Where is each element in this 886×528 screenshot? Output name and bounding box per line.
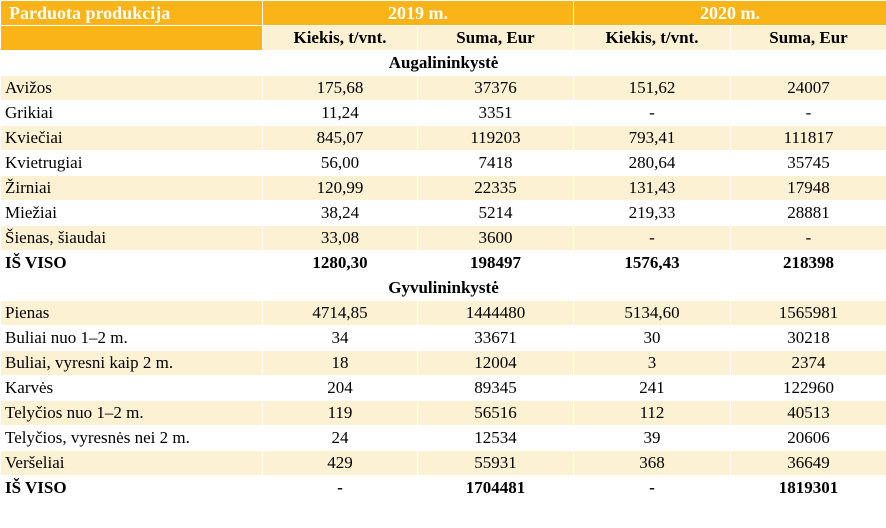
amount-2020-cell: 40513 — [731, 401, 886, 426]
amount-2019-cell: 5214 — [418, 201, 574, 226]
product-name: Grikiai — [1, 101, 263, 126]
amount-2020-cell: 111817 — [731, 126, 886, 151]
table-row — [1, 401, 886, 426]
amount-2019-cell: 7418 — [418, 151, 574, 176]
quantity-2020-cell: 30 — [574, 326, 731, 351]
amount-2019-cell: 119203 — [418, 126, 574, 151]
quantity-2020-cell: 151,62 — [574, 76, 731, 101]
product-name: Telyčios nuo 1–2 m. — [1, 401, 263, 426]
quantity-2020-cell: 280,64 — [574, 151, 731, 176]
table-row — [1, 101, 886, 126]
amount-2019-cell: 33671 — [418, 326, 574, 351]
table-row — [1, 301, 886, 326]
table-row — [1, 451, 886, 476]
amount-2020-cell: 30218 — [731, 326, 886, 351]
amount-2019-cell: 3600 — [418, 226, 574, 251]
amount-2019-cell: 89345 — [418, 376, 574, 401]
quantity-2020-cell: 5134,60 — [574, 301, 731, 326]
quantity-2019-cell: 18 — [263, 351, 418, 376]
quantity-2019-cell: 34 — [263, 326, 418, 351]
quantity-2020-cell: 112 — [574, 401, 731, 426]
amount-2020-cell: 36649 — [731, 451, 886, 476]
quantity-2019-cell: - — [263, 476, 418, 501]
product-column-header: Parduota produkcija — [1, 1, 263, 26]
quantity-2019-cell: 175,68 — [263, 76, 418, 101]
amount-2020-cell: 17948 — [731, 176, 886, 201]
header-blank-cell — [1, 26, 263, 51]
table-row — [1, 176, 886, 201]
amount-2020-header: Suma, Eur — [731, 26, 886, 51]
product-name: Karvės — [1, 376, 263, 401]
table-body — [1, 51, 886, 501]
section-row — [1, 51, 886, 76]
quantity-2019-cell: 845,07 — [263, 126, 418, 151]
quantity-2020-cell: - — [574, 226, 731, 251]
amount-2019-cell: 56516 — [418, 401, 574, 426]
quantity-2019-cell: 11,24 — [263, 101, 418, 126]
amount-2020-cell: 1565981 — [731, 301, 886, 326]
amount-2020-cell: 28881 — [731, 201, 886, 226]
amount-2019-cell: 12004 — [418, 351, 574, 376]
quantity-2019-cell: 429 — [263, 451, 418, 476]
product-name: Telyčios, vyresnės nei 2 m. — [1, 426, 263, 451]
table-header — [1, 1, 886, 51]
section-title: Gyvulininkystė — [1, 276, 886, 301]
quantity-2020-cell: 241 — [574, 376, 731, 401]
amount-2020-cell: 35745 — [731, 151, 886, 176]
quantity-2020-cell: 368 — [574, 451, 731, 476]
quantity-2019-cell: 4714,85 — [263, 301, 418, 326]
product-name: Šienas, šiaudai — [1, 226, 263, 251]
total-label: IŠ VISO — [1, 251, 263, 276]
year-2019-header: 2019 m. — [263, 1, 574, 26]
total-label: IŠ VISO — [1, 476, 263, 501]
total-row — [1, 251, 886, 276]
table-row — [1, 426, 886, 451]
product-name: Žirniai — [1, 176, 263, 201]
product-name: Buliai nuo 1–2 m. — [1, 326, 263, 351]
amount-2019-cell: 1444480 — [418, 301, 574, 326]
quantity-2019-cell: 33,08 — [263, 226, 418, 251]
product-name: Veršeliai — [1, 451, 263, 476]
table-row — [1, 76, 886, 101]
table-row — [1, 126, 886, 151]
table-row — [1, 151, 886, 176]
quantity-2020-cell: 131,43 — [574, 176, 731, 201]
quantity-2019-header: Kiekis, t/vnt. — [263, 26, 418, 51]
amount-2019-cell: 3351 — [418, 101, 574, 126]
amount-2019-cell: 198497 — [418, 251, 574, 276]
table-row — [1, 326, 886, 351]
year-2020-header: 2020 m. — [574, 1, 886, 26]
quantity-2020-header: Kiekis, t/vnt. — [574, 26, 731, 51]
product-name: Kviečiai — [1, 126, 263, 151]
amount-2020-cell: 1819301 — [731, 476, 886, 501]
quantity-2020-cell: 1576,43 — [574, 251, 731, 276]
section-row — [1, 276, 886, 301]
amount-2020-cell: 24007 — [731, 76, 886, 101]
section-title: Augalininkystė — [1, 51, 886, 76]
quantity-2020-cell: 793,41 — [574, 126, 731, 151]
product-name: Kvietrugiai — [1, 151, 263, 176]
amount-2019-cell: 22335 — [418, 176, 574, 201]
amount-2020-cell: - — [731, 101, 886, 126]
amount-2020-cell: 218398 — [731, 251, 886, 276]
amount-2020-cell: - — [731, 226, 886, 251]
amount-2020-cell: 2374 — [731, 351, 886, 376]
quantity-2019-cell: 24 — [263, 426, 418, 451]
quantity-2020-cell: 219,33 — [574, 201, 731, 226]
quantity-2020-cell: 3 — [574, 351, 731, 376]
amount-2020-cell: 122960 — [731, 376, 886, 401]
amount-2019-cell: 37376 — [418, 76, 574, 101]
product-name: Buliai, vyresni kaip 2 m. — [1, 351, 263, 376]
quantity-2020-cell: 39 — [574, 426, 731, 451]
quantity-2020-cell: - — [574, 101, 731, 126]
product-name: Pienas — [1, 301, 263, 326]
quantity-2019-cell: 1280,30 — [263, 251, 418, 276]
amount-2020-cell: 20606 — [731, 426, 886, 451]
table-row — [1, 376, 886, 401]
quantity-2019-cell: 204 — [263, 376, 418, 401]
table-row — [1, 226, 886, 251]
quantity-2019-cell: 38,24 — [263, 201, 418, 226]
quantity-2020-cell: - — [574, 476, 731, 501]
quantity-2019-cell: 56,00 — [263, 151, 418, 176]
product-name: Miežiai — [1, 201, 263, 226]
quantity-2019-cell: 120,99 — [263, 176, 418, 201]
amount-2019-cell: 1704481 — [418, 476, 574, 501]
total-row — [1, 476, 886, 501]
amount-2019-header: Suma, Eur — [418, 26, 574, 51]
table-row — [1, 351, 886, 376]
product-name: Avižos — [1, 76, 263, 101]
table-row — [1, 201, 886, 226]
amount-2019-cell: 12534 — [418, 426, 574, 451]
amount-2019-cell: 55931 — [418, 451, 574, 476]
quantity-2019-cell: 119 — [263, 401, 418, 426]
